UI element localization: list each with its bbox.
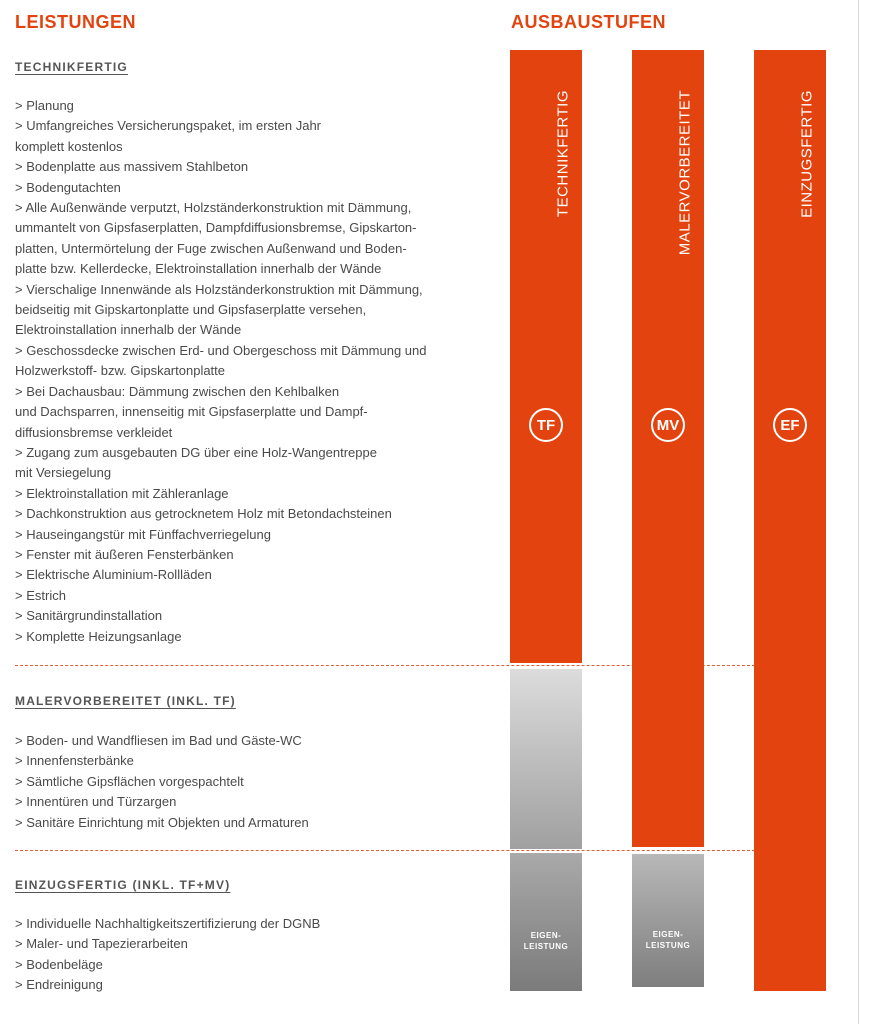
column-technikfertig-ef-segment — [510, 853, 582, 991]
right-border — [858, 0, 859, 1024]
list-item: > Dachkonstruktion aus getrocknetem Holz mit Betondachsteinen — [15, 506, 392, 522]
list-item: > Bei Dachausbau: Dämmung zwischen den Kehlbalken und Dachsparren, innenseitig mit Gipsfaserplatte und Dampf- diffusionsbremse verkleidet — [15, 383, 368, 440]
column-malervorbereitet-bar — [632, 50, 704, 847]
section-heading-einzugsfertig: EINZUGSFERTIG (INKL. TF+MV) — [15, 878, 231, 892]
list-item: > Elektroinstallation mit Zähleranlage — [15, 485, 229, 501]
list-item: > Bodenplatte aus massivem Stahlbeton — [15, 159, 249, 175]
list-item: > Innenfensterbänke — [15, 753, 134, 769]
list-item: > Zugang zum ausgebauten DG über eine Holz-Wangentreppe mit Versiegelung — [15, 444, 377, 481]
list-item: > Sanitärgrundinstallation — [15, 608, 163, 624]
list-item: > Innentüren und Türzargen — [15, 794, 177, 810]
mv-self-work-label: EIGEN- LEISTUNG — [645, 930, 691, 950]
list-item: > Elektrische Aluminium-Rollläden — [15, 567, 212, 583]
tf-self-work-label: EIGEN- LEISTUNG — [523, 931, 569, 951]
list-item: > Alle Außenwände verputzt, Holzständerkonstruktion mit Dämmung, ummantelt von Gipsfaserplatten, Dampfdiffusionsbremse, Gipskarton- platten, Untermörtelung der Fuge zwischen Außenwand und Boden- platte bzw. Kellerdecke, Elektroinstallation innerhalb der Wände — [15, 200, 417, 277]
list-item: > Sanitäre Einrichtung mit Objekten und Armaturen — [15, 814, 309, 830]
column-technikfertig-label: TECHNIKFERTIG — [554, 90, 572, 218]
divider-mv-ef — [15, 850, 755, 851]
page-title-leistungen: LEISTUNGEN — [15, 12, 137, 32]
malervorbereitet-list — [15, 731, 495, 833]
list-item: > Sämtliche Gipsflächen vorgespachtelt — [15, 773, 244, 789]
badge-ef: EF — [773, 408, 807, 442]
section-heading-malervorbereitet: MALERVORBEREITET (INKL. TF) — [15, 694, 236, 708]
list-item: > Bodenbeläge — [15, 956, 103, 972]
list-item: > Vierschalige Innenwände als Holzständerkonstruktion mit Dämmung, beidseitig mit Gipskartonplatte und Gipsfaserplatte versehen, Elektroinstallation innerhalb der Wände — [15, 281, 423, 338]
list-item: > Planung — [15, 98, 74, 113]
column-technikfertig-mv-segment — [510, 669, 582, 849]
column-einzugsfertig-bar — [754, 50, 826, 991]
column-technikfertig-bar — [510, 50, 582, 663]
list-item: > Endreinigung — [15, 977, 103, 993]
column-einzugsfertig-label: EINZUGSFERTIG — [798, 90, 816, 218]
badge-mv: MV — [651, 408, 685, 442]
section-heading-technikfertig: TECHNIKFERTIG — [15, 60, 128, 74]
list-item: > Geschossdecke zwischen Erd- und Obergeschoss mit Dämmung und Holzwerkstoff- bzw. Gipskartonplatte — [15, 342, 427, 379]
badge-tf: TF — [529, 408, 563, 442]
list-item: > Estrich — [15, 587, 66, 603]
list-item: > Bodengutachten — [15, 179, 121, 195]
list-item: > Fenster mit äußeren Fensterbänken — [15, 546, 234, 562]
list-item: > Boden- und Wandfliesen im Bad und Gäste-WC — [15, 733, 302, 748]
list-item: > Individuelle Nachhaltigkeitszertifizierung der DGNB — [15, 916, 321, 931]
column-malervorbereitet-label: MALERVORBEREITET — [676, 90, 694, 256]
technikfertig-list — [15, 96, 495, 647]
list-item: > Umfangreiches Versicherungspaket, im ersten Jahr komplett kostenlos — [15, 118, 322, 154]
list-item: > Komplette Heizungsanlage — [15, 628, 182, 644]
list-item: > Hauseingangstür mit Fünffachverriegelung — [15, 526, 271, 542]
column-malervorbereitet-ef-segment — [632, 854, 704, 987]
einzugsfertig-list — [15, 914, 495, 996]
list-item: > Maler- und Tapezierarbeiten — [15, 936, 188, 952]
page-title-ausbaustufen: AUSBAUSTUFEN — [511, 12, 667, 32]
